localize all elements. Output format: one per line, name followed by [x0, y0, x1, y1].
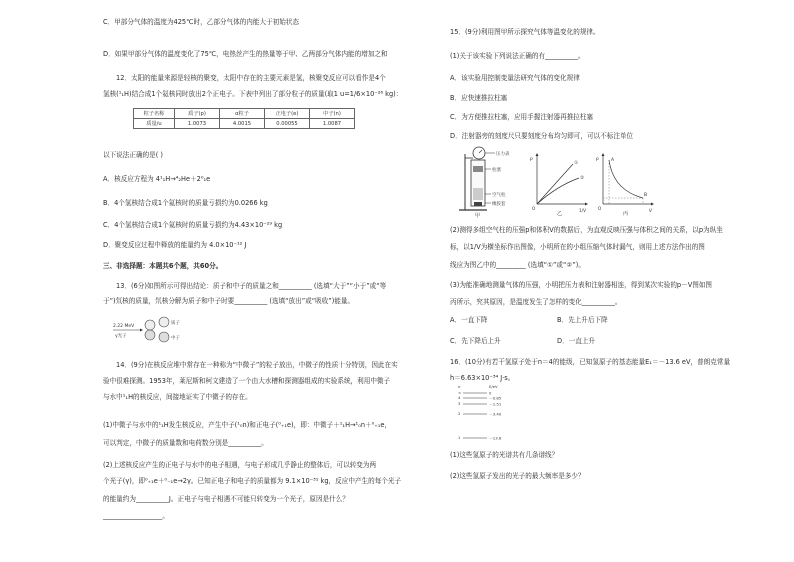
table-cell: 0.00055: [265, 119, 310, 129]
graph-bing-point-a: A: [611, 158, 615, 163]
graph-yi: [529, 152, 589, 216]
graph-bing-origin: O: [598, 206, 602, 211]
fig13-nucleon-bottom: [145, 330, 155, 340]
energy-level-diagram: [457, 383, 537, 441]
table-cell: 1.0073: [175, 119, 220, 129]
table-header-row: [134, 109, 355, 119]
level-energy: －1.51: [489, 401, 502, 407]
q14-part1-2: 可以判定，中微子的质量数和电荷数分别是__________。: [103, 439, 268, 447]
q14-part2-2: 个光子(γ)，即⁰₊₁e＋⁰₋₁e→2γ。已知正电子和电子的质量都为 9.1×10⁻³¹ kg，反应中产生的每个光子: [103, 477, 402, 485]
levels-header-e: E/eV: [489, 384, 498, 389]
q16-part2: (2)这些氢原子发出的光子的最大频率是多少？: [450, 472, 585, 480]
q16-part1: (1)这些氢原子的光谱共有几条谱线？: [450, 451, 559, 459]
q14-part2-3: 的能量约为__________J。正电子与电子相遇不可能只转变为一个光子，原因是什么？: [103, 495, 349, 503]
q15-part3-option-a: A．一直下降: [450, 316, 488, 324]
level-n: 3: [458, 401, 461, 406]
q15-part1-option-d: D．注射器旁的刻度尺只要刻度分布均匀即可，可以不标注单位: [450, 132, 634, 140]
table-header-cell: 正电子(e): [265, 109, 310, 119]
level-energy: －3.40: [489, 411, 502, 417]
table-header-cell: α粒子: [220, 109, 265, 119]
rubber-cap: [474, 202, 482, 206]
gauge-label: 压力表: [496, 152, 510, 157]
graph-bing-p-label: p: [596, 157, 599, 162]
q12-stem-2: 氢核(¹₁H)结合成1个氦核同时放出2个正电子。下表中列出了部分粒子的质量(取1 u=1/6×10⁻²⁶ kg)：: [103, 90, 403, 98]
q12-option-a: A．核反应方程为 4¹₁H→⁴₂He＋2⁰₁e: [103, 175, 211, 183]
graph-yi-inv-v-label: 1/V: [579, 208, 586, 213]
q15-part1-option-b: B．应快速推拉柱塞: [450, 94, 508, 102]
q15-part3-1: (3)为能准确地测量气体的压强，小明把压力表和注射器相连，得到某次实验的p－V图如图: [450, 281, 713, 289]
figure-bing-caption: 丙: [623, 211, 629, 217]
q15-part1: (1)关于该实验下列说法正确的有__________。: [450, 52, 585, 60]
q13-stem-1: 13．(6分)如图所示可得出结论：质子和中子的质量之和__________ (选填“大于”“小于”或“等: [116, 282, 387, 290]
graph-yi-y-arrow: [536, 153, 539, 156]
graph-yi-label-2: ②: [580, 176, 585, 181]
q12-stem-1: 12．太阳的能量来源是轻核的聚变，太阳中存在的主要元素是氢，核聚变反应可以看作是4个: [116, 74, 386, 82]
table-cell: 1.0087: [310, 119, 355, 129]
fig13-proton-label: 质子: [171, 321, 180, 326]
level-n: ∞: [458, 390, 462, 395]
graph-yi-x-arrow: [585, 203, 588, 206]
q14-stem-2: 验中很难探测。1953年，莱尼斯和柯文建造了一个由大水槽和探测器组成的实验系统，利用中微子: [103, 377, 391, 385]
graph-yi-line-1: [537, 164, 573, 204]
table-header-cell: 粒子名称: [134, 109, 175, 119]
fig13-arrowhead: [140, 329, 143, 332]
table-cell: 4.0015: [220, 119, 265, 129]
section-three-heading: 三、非选择题：本题共6个题，共60分。: [103, 262, 223, 270]
level-n: 4: [458, 395, 461, 400]
table-row-label: 质量/u: [134, 119, 175, 129]
level-energy: －13.6: [489, 435, 502, 441]
graph-yi-line-2: [537, 178, 579, 204]
q14-answer-blank: __________________。: [103, 512, 169, 520]
graph-bing-v-label: V: [649, 209, 653, 214]
apparatus-figure-jia: [457, 146, 527, 219]
graph-bing-curve: [609, 160, 643, 198]
q15-part2-2: 标，以1/V为横坐标作出图像，小明所在的小组压缩气体时漏气，则用上述方法作出的图: [450, 243, 705, 251]
fig13-neutron: [159, 332, 169, 342]
q12-option-b: B．4个氢核结合成1个氦核时的质量亏损约为0.0266 kg: [103, 199, 268, 207]
graph-bing-y-arrow: [602, 153, 605, 156]
q15-part3-option-d: D．一直上升: [557, 337, 596, 345]
graph-bing-x-arrow: [651, 203, 654, 206]
fig13-photon-label: γ光子: [115, 334, 127, 339]
q15-stem: 15．(9分)利用图甲所示探究气体等温变化的规律。: [450, 28, 600, 36]
q12-prompt: 以下说法正确的是( ): [103, 151, 163, 159]
q15-part3-option-b: B．先上升后下降: [557, 316, 608, 324]
graph-bing-point-b: B: [644, 193, 648, 198]
q15-part3-2: 丙所示，究其原因，是温度发生了怎样的变化__________。: [450, 298, 622, 306]
table-header-cell: 中子(n): [310, 109, 355, 119]
q15-part1-option-c: C．为方便推拉柱塞，应用手握注射器再推拉柱塞: [450, 113, 594, 121]
graph-yi-p-label: p: [530, 157, 533, 162]
q15-part2-3: 线应为图乙中的_________ (选填“①”或“②”)。: [450, 261, 585, 269]
graph-yi-label-1: ①: [574, 161, 579, 166]
q14-stem-1: 14．(9分)在核反应堆中常存在一种称为“中微子”的粒子放出，中微子的性质十分特别，因此在实: [116, 361, 398, 369]
table-row: [134, 119, 355, 129]
q16-stem-1: 16．(10分)有若干氢原子处于n＝4的能级，已知氢原子的基态能量E₁＝－13.6 eV，普朗克常量: [450, 358, 731, 366]
q12-option-d: D．聚变反应过程中释放的能量约为 4.0×10⁻¹² J: [103, 241, 247, 249]
particle-mass-table: [133, 108, 355, 129]
figure-yi-caption: 乙: [557, 211, 563, 217]
air-label: 空气柱: [492, 193, 506, 198]
air-column-fill: [473, 188, 483, 200]
level-energy: 0: [489, 390, 492, 396]
graph-bing: [595, 152, 655, 216]
rubber-label: 橡胶套: [492, 202, 506, 207]
table-header-cell: 质子(p): [175, 109, 220, 119]
deuteron-figure: [112, 313, 192, 347]
q16-stem-2: h＝6.63×10⁻³⁴ J·s。: [450, 374, 515, 382]
q12-option-c: C．4个氢核结合成1个氦核时的质量亏损约为4.43×10⁻²⁹ kg: [103, 221, 283, 229]
levels-header-n: n: [458, 384, 461, 389]
q15-part3-option-c: C．先下降后上升: [450, 337, 501, 345]
plunger-label: 柱塞: [492, 168, 501, 173]
graph-yi-origin: O: [532, 206, 536, 211]
figure-jia-caption: 甲: [475, 213, 481, 219]
fig13-neutron-label: 中子: [171, 336, 180, 341]
fig13-energy-label: 2.22 MeV: [113, 324, 135, 329]
q14-part1-1: (1)中微子与水中的¹₁H发生核反应，产生中子(¹₀n)和正电子(⁰₊₁e)，即：中微子＋¹₁H→¹₀n＋⁰₊₁e，: [103, 421, 392, 429]
q14-part2-1: (2)上述核反应产生的正电子与水中的电子相遇，与电子形成几乎静止的整体后，可以转变为两: [103, 461, 377, 469]
fig13-nucleon-top: [145, 320, 155, 330]
fig13-proton: [159, 317, 169, 327]
q13-stem-2: 于”)氘核的质量，氘核分解为质子和中子时要__________ (选填“放出”或“吸收”)能量。: [103, 297, 355, 305]
level-n: 1: [458, 435, 461, 440]
option-d-prev: D．如果甲部分气体的温度变化了75℃，电热丝产生的热量等于甲、乙两部分气体内能的增加之和: [103, 50, 388, 58]
plunger-block: [473, 166, 483, 172]
option-c-prev: C．甲部分气体的温度为425℃时，乙部分气体的内能大于初始状态: [103, 18, 300, 26]
q15-part2-1: (2)测得多组空气柱的压强p和体积V的数据后，为直观反映压强与体积之间的关系，以p为纵坐: [450, 226, 723, 234]
q14-stem-3: 与水中¹₁H的核反应，间接地证实了中微子的存在。: [103, 393, 252, 401]
level-n: 2: [458, 411, 461, 416]
level-energy: －0.85: [489, 395, 502, 401]
q15-part1-option-a: A．该实验用控制变量法研究气体的变化规律: [450, 74, 580, 82]
